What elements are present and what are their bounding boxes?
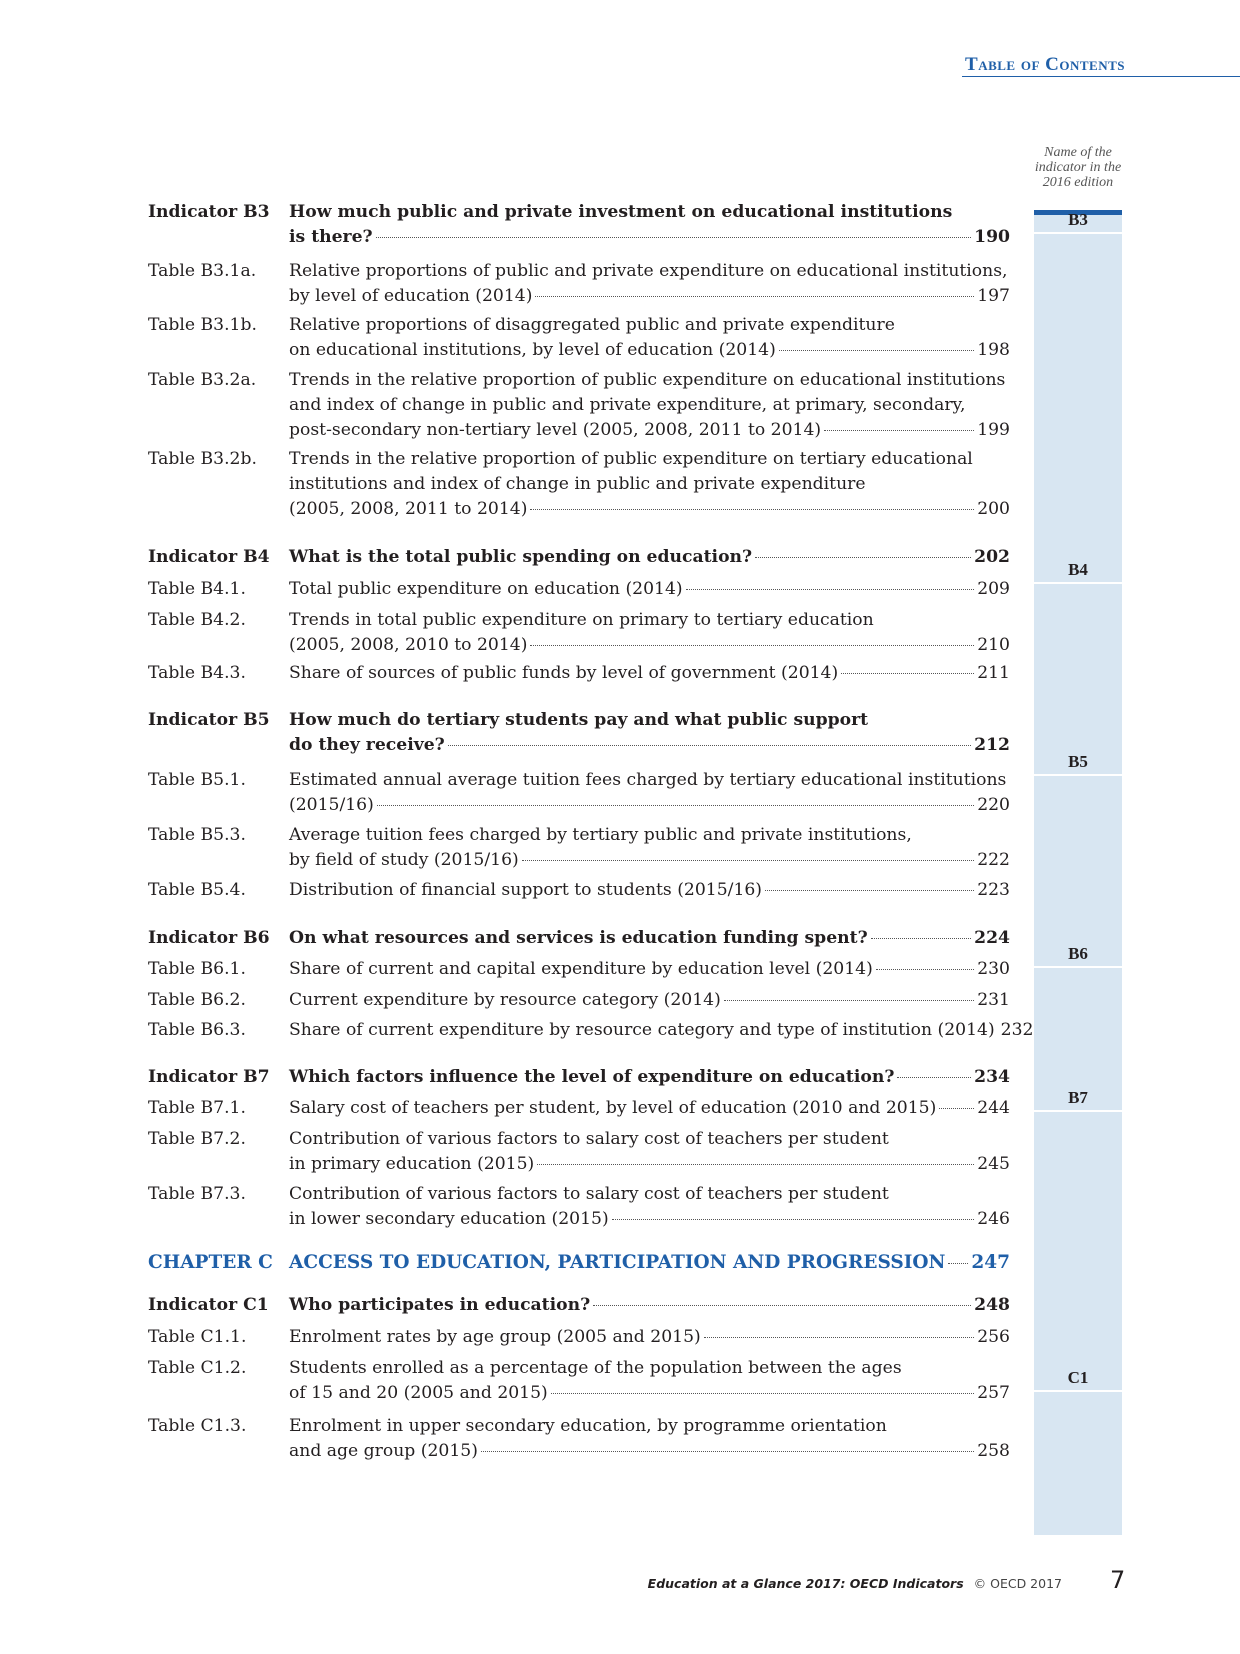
entry-body (289, 368, 1010, 443)
entry-label: Table B7.3. (148, 1184, 246, 1204)
entry-page-number: 247 (971, 1252, 1010, 1273)
toc-table-entry[interactable] (148, 823, 1010, 873)
dot-leader (755, 557, 971, 558)
entry-title-last: do they receive? (289, 735, 445, 755)
entry-last-line (289, 497, 1010, 522)
dot-leader (841, 673, 974, 674)
entry-label: Table B5.3. (148, 825, 246, 845)
entry-body (289, 545, 1010, 570)
toc-table-entry[interactable] (148, 608, 1010, 658)
dot-leader (824, 430, 974, 431)
entry-body (289, 313, 1010, 363)
toc-table-entry[interactable] (148, 1018, 1034, 1043)
header-title: Table of Contents (965, 54, 1125, 75)
entry-body (289, 1127, 1010, 1177)
entry-last-line (289, 633, 1010, 658)
dot-leader (765, 890, 974, 891)
entry-page-number: 234 (974, 1067, 1010, 1087)
entry-body (289, 1293, 1010, 1318)
entry-last-line (289, 957, 1010, 982)
side-code: C1 (1034, 1368, 1122, 1392)
entry-body (289, 661, 1010, 686)
entry-body (289, 447, 1010, 522)
entry-body (289, 259, 1010, 309)
entry-label: Table B3.2a. (148, 370, 257, 390)
entry-page-number: 246 (977, 1209, 1010, 1229)
entry-title-last: ACCESS TO EDUCATION, PARTICIPATION AND PROGRESSION (289, 1252, 946, 1273)
entry-page-number: 222 (977, 850, 1010, 870)
entry-label: Table B3.1a. (148, 261, 257, 281)
entry-title-last: by level of education (2014) (289, 286, 533, 306)
entry-page-number: 210 (977, 635, 1010, 655)
side-code: B5 (1034, 752, 1122, 776)
entry-page-number: 202 (974, 547, 1010, 567)
side-column (1034, 210, 1122, 1535)
entry-page-number: 258 (977, 1441, 1010, 1461)
entry-body (289, 957, 1010, 982)
entry-title-line: How much public and private investment on educational institutions (289, 202, 953, 222)
entry-label: Table C1.3. (148, 1416, 247, 1436)
entry-page-number: 232 (1000, 1020, 1034, 1040)
entry-last-line (289, 848, 1010, 873)
dot-leader (686, 589, 975, 590)
entry-title-last: Which factors influence the level of expenditure on education? (289, 1067, 895, 1087)
entry-body (289, 1356, 1010, 1406)
entry-body (289, 1182, 1010, 1232)
footer-copyright: © OECD 2017 (973, 1576, 1062, 1591)
side-code: B3 (1034, 210, 1122, 234)
entry-body (289, 1414, 1010, 1464)
toc-indicator[interactable] (148, 200, 1010, 250)
entry-page-number: 224 (974, 928, 1010, 948)
entry-label: Table B4.3. (148, 663, 246, 683)
entry-body (289, 708, 1010, 758)
entry-label: Table B5.4. (148, 880, 246, 900)
entry-title-last: and age group (2015) (289, 1441, 478, 1461)
toc-table-entry[interactable] (148, 1182, 1010, 1232)
toc-table-entry[interactable] (148, 259, 1010, 309)
entry-page-number: 200 (977, 499, 1010, 519)
entry-title-line: and index of change in public and private expenditure, at primary, secondary, (289, 395, 966, 415)
entry-body (289, 577, 1010, 602)
entry-title-line: Enrolment in upper secondary education, by programme orientation (289, 1416, 887, 1436)
toc-table-entry[interactable] (148, 1096, 1010, 1121)
dot-leader (530, 645, 974, 646)
entry-last-line (289, 988, 1010, 1013)
entry-title-last: On what resources and services is education funding spent? (289, 928, 868, 948)
entry-last-line (289, 926, 1010, 951)
entry-last-line (289, 577, 1010, 602)
entry-title-last: (2015/16) (289, 795, 374, 815)
toc-indicator[interactable] (148, 1293, 1010, 1318)
entry-title-last: Distribution of financial support to students (2015/16) (289, 880, 763, 900)
entry-title-last: is there? (289, 227, 373, 247)
entry-page-number: 257 (977, 1383, 1010, 1403)
toc-indicator[interactable] (148, 926, 1010, 951)
entry-title-last: in lower secondary education (2015) (289, 1209, 609, 1229)
entry-title-last: Share of current expenditure by resource category and type of institution (2014) (289, 1020, 995, 1040)
entry-last-line (289, 1065, 1010, 1090)
toc-table-entry[interactable] (148, 661, 1010, 686)
toc-table-entry[interactable] (148, 313, 1010, 363)
dot-leader (704, 1337, 974, 1338)
entry-title-line: Students enrolled as a percentage of the population between the ages (289, 1358, 902, 1378)
entry-label: Table B3.2b. (148, 449, 257, 469)
entry-page-number: 230 (977, 959, 1010, 979)
dot-leader (897, 1077, 971, 1078)
toc-indicator[interactable] (148, 1065, 1010, 1090)
entry-label: Table B6.3. (148, 1020, 246, 1040)
entry-last-line (289, 1018, 1034, 1043)
entry-title-last: Who participates in education? (289, 1295, 591, 1315)
entry-title-line: Average tuition fees charged by tertiary public and private institutions, (289, 825, 912, 845)
entry-last-line (289, 1293, 1010, 1318)
dot-leader (593, 1305, 971, 1306)
entry-title-last: (2005, 2008, 2011 to 2014) (289, 499, 528, 519)
entry-label: Table B6.2. (148, 990, 246, 1010)
entry-label: Indicator B4 (148, 547, 270, 567)
entry-title-line: How much do tertiary students pay and what public support (289, 710, 869, 730)
entry-label: Indicator B7 (148, 1067, 270, 1087)
entry-title-last: What is the total public spending on education? (289, 547, 753, 567)
entry-title-line: Contribution of various factors to salary cost of teachers per student (289, 1184, 889, 1204)
dot-leader (948, 1263, 968, 1264)
entry-body (289, 823, 1010, 873)
toc-table-entry[interactable] (148, 1127, 1010, 1177)
dot-leader (448, 745, 971, 746)
entry-last-line (289, 1439, 1010, 1464)
entry-page-number: 244 (977, 1098, 1010, 1118)
entry-label: Table B4.2. (148, 610, 246, 630)
entry-last-line (289, 878, 1010, 903)
toc-chapter[interactable] (148, 1250, 1010, 1275)
entry-last-line (289, 545, 1010, 570)
entry-last-line (289, 284, 1010, 309)
entry-last-line (289, 1381, 1010, 1406)
dot-leader (481, 1451, 974, 1452)
entry-body (289, 988, 1010, 1013)
side-code: B6 (1034, 944, 1122, 968)
entry-last-line (289, 733, 1010, 758)
entry-body (289, 1096, 1010, 1121)
entry-page-number: 198 (977, 340, 1010, 360)
entry-body (289, 608, 1010, 658)
toc-table-entry[interactable] (148, 368, 1010, 443)
entry-title-last: post-secondary non-tertiary level (2005, 2008, 2011 to 2014) (289, 420, 822, 440)
dot-leader (871, 938, 971, 939)
footer-title: Education at a Glance 2017: OECD Indicators (647, 1576, 964, 1591)
entry-last-line (289, 1096, 1010, 1121)
toc-table-entry[interactable] (148, 878, 1010, 903)
entry-body (289, 1250, 1010, 1275)
toc-table-entry[interactable] (148, 1356, 1010, 1406)
entry-page-number: 220 (977, 795, 1010, 815)
side-column-label: Name of the indicator in the 2016 edition (1034, 145, 1122, 190)
toc-table-entry[interactable] (148, 577, 1010, 602)
entry-last-line (289, 1152, 1010, 1177)
entry-label: Indicator B5 (148, 710, 270, 730)
entry-title-line: Contribution of various factors to salary cost of teachers per student (289, 1129, 889, 1149)
footer (648, 1576, 1062, 1591)
entry-label: Indicator B6 (148, 928, 270, 948)
entry-title-last: Share of sources of public funds by level of government (2014) (289, 663, 839, 683)
entry-body (289, 1065, 1010, 1090)
entry-label: Indicator B3 (148, 202, 270, 222)
dot-leader (876, 969, 974, 970)
dot-leader (377, 805, 974, 806)
entry-page-number: 256 (977, 1327, 1010, 1347)
entry-last-line (289, 1207, 1010, 1232)
toc-table-entry[interactable] (148, 957, 1010, 982)
toc-table-entry[interactable] (148, 988, 1010, 1013)
dot-leader (612, 1219, 975, 1220)
entry-title-last: by field of study (2015/16) (289, 850, 519, 870)
entry-title-last: Total public expenditure on education (2014) (289, 579, 683, 599)
side-code: B4 (1034, 560, 1122, 584)
entry-last-line (289, 793, 1010, 818)
entry-title-line: Relative proportions of disaggregated public and private expenditure (289, 315, 895, 335)
running-header (962, 54, 1240, 77)
entry-body (289, 1018, 1034, 1043)
entry-label: Table B4.1. (148, 579, 246, 599)
entry-page-number: 199 (977, 420, 1010, 440)
entry-body (289, 878, 1010, 903)
page-number: 7 (1110, 1566, 1126, 1594)
entry-label: Table C1.2. (148, 1358, 247, 1378)
toc-indicator[interactable] (148, 545, 1010, 570)
entry-label: Table B5.1. (148, 770, 246, 790)
side-code: B7 (1034, 1088, 1122, 1112)
entry-label: Indicator C1 (148, 1295, 269, 1315)
entry-page-number: 212 (974, 735, 1010, 755)
entry-title-last: Share of current and capital expenditure by education level (2014) (289, 959, 873, 979)
entry-title-last: Enrolment rates by age group (2005 and 2015) (289, 1327, 701, 1347)
entry-page-number: 223 (977, 880, 1010, 900)
entry-last-line (289, 1250, 1010, 1275)
entry-page-number: 248 (974, 1295, 1010, 1315)
entry-body (289, 926, 1010, 951)
entry-title-last: in primary education (2015) (289, 1154, 535, 1174)
entry-page-number: 245 (977, 1154, 1010, 1174)
entry-page-number: 209 (977, 579, 1010, 599)
entry-title-last: (2005, 2008, 2010 to 2014) (289, 635, 528, 655)
dot-leader (535, 296, 974, 297)
entry-title-line: Relative proportions of public and private expenditure on educational institutions, (289, 261, 1008, 281)
entry-last-line (289, 225, 1010, 250)
entry-label: Table B6.1. (148, 959, 246, 979)
entry-label: Table B7.1. (148, 1098, 246, 1118)
toc-table-entry[interactable] (148, 447, 1010, 522)
entry-title-line: institutions and index of change in public and private expenditure (289, 474, 866, 494)
dot-leader (724, 1000, 974, 1001)
entry-label: Table B7.2. (148, 1129, 246, 1149)
dot-leader (551, 1393, 974, 1394)
dot-leader (522, 860, 974, 861)
toc-table-entry[interactable] (148, 1414, 1010, 1464)
toc-indicator[interactable] (148, 708, 1010, 758)
entry-page-number: 211 (977, 663, 1010, 683)
entry-last-line (289, 418, 1010, 443)
entry-last-line (289, 1325, 1010, 1350)
dot-leader (779, 350, 974, 351)
entry-title-last: of 15 and 20 (2005 and 2015) (289, 1383, 548, 1403)
entry-body (289, 768, 1010, 818)
entry-label: Table B3.1b. (148, 315, 257, 335)
dot-leader (376, 237, 971, 238)
entry-title-last: on educational institutions, by level of education (2014) (289, 340, 776, 360)
entry-title-line: Estimated annual average tuition fees charged by tertiary educational institutions (289, 770, 1007, 790)
entry-title-line: Trends in the relative proportion of public expenditure on educational institutions (289, 370, 1006, 390)
toc-table-entry[interactable] (148, 768, 1010, 818)
entry-title-line: Trends in the relative proportion of public expenditure on tertiary educational (289, 449, 973, 469)
entry-body (289, 1325, 1010, 1350)
entry-label: CHAPTER C (148, 1252, 273, 1273)
entry-page-number: 231 (977, 990, 1010, 1010)
entry-title-last: Salary cost of teachers per student, by level of education (2010 and 2015) (289, 1098, 937, 1118)
entry-page-number: 197 (977, 286, 1010, 306)
entry-last-line (289, 661, 1010, 686)
entry-last-line (289, 338, 1010, 363)
toc-table-entry[interactable] (148, 1325, 1010, 1350)
entry-title-last: Current expenditure by resource category (2014) (289, 990, 721, 1010)
dot-leader (530, 509, 974, 510)
dot-leader (537, 1164, 974, 1165)
entry-body (289, 200, 1010, 250)
dot-leader (939, 1108, 974, 1109)
entry-page-number: 190 (974, 227, 1010, 247)
entry-label: Table C1.1. (148, 1327, 247, 1347)
entry-title-line: Trends in total public expenditure on primary to tertiary education (289, 610, 874, 630)
